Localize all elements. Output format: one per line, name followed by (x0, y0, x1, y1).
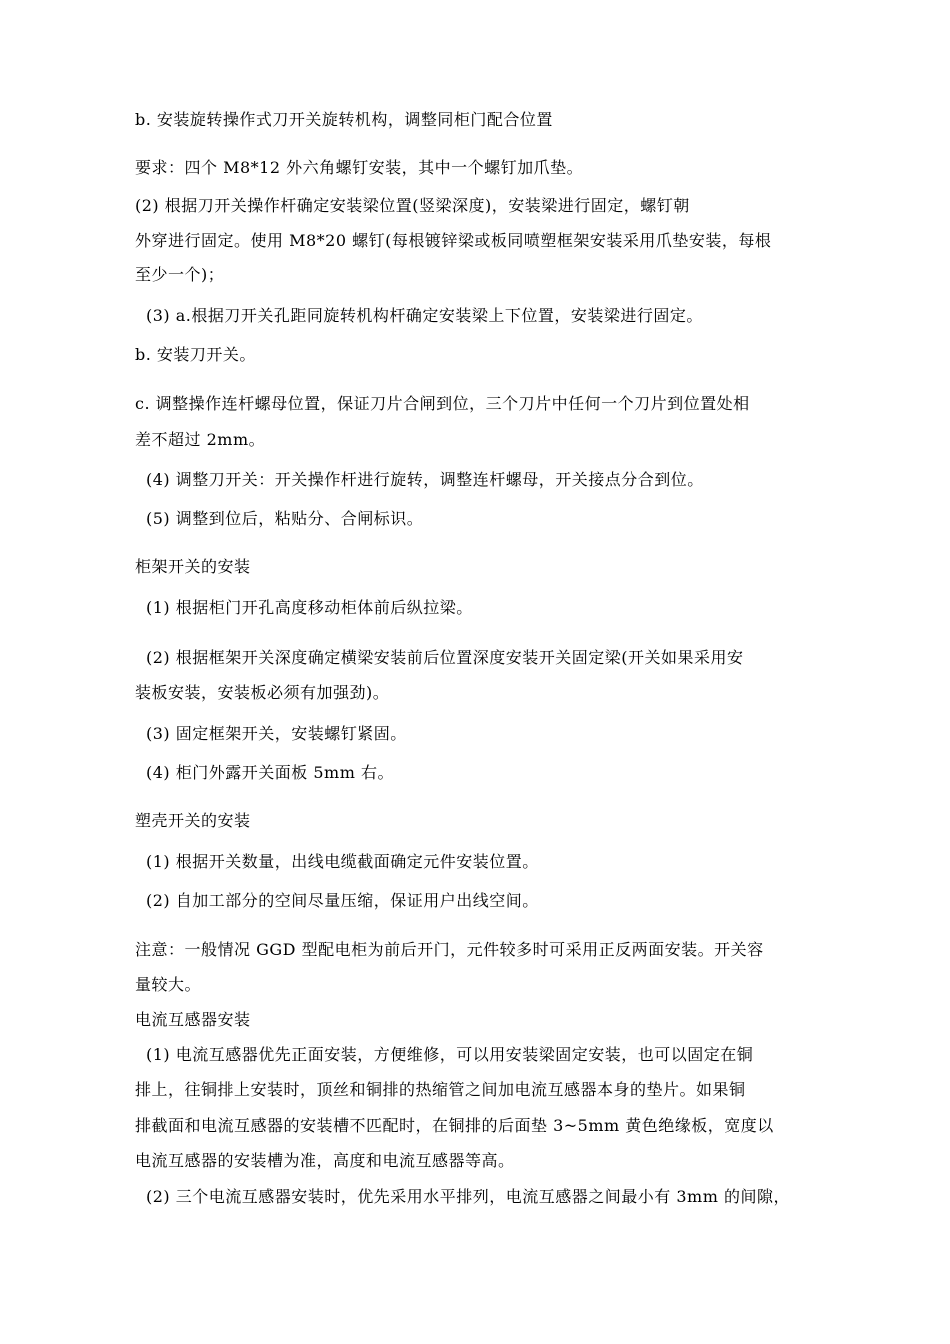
section-heading-frame-switch: 柜架开关的安装 (135, 557, 251, 576)
section-heading-current-transformer: 电流互感器安装 (135, 1010, 251, 1029)
frame-step-1: (1) 根据柜门开孔高度移动柜体前后纵拉梁。 (146, 598, 473, 617)
frame-step-3: (3) 固定框架开关，安装螺钉紧固。 (146, 724, 407, 743)
ct-step-1-line-3: 排截面和电流互感器的安装槽不匹配时，在铜排的后面垫 3~5mm 黄色绝缘板，宽度以 (135, 1116, 774, 1135)
step-3b: b. 安装刀开关。 (135, 345, 256, 364)
section-heading-molded-case-switch: 塑壳开关的安装 (135, 811, 251, 830)
step-2-line-1: (2) 根据刀开关操作杆确定安装梁位置(竖梁深度)，安装梁进行固定，螺钉朝 (135, 196, 690, 215)
frame-step-2-line-2: 装板安装，安装板必须有加强劲)。 (135, 683, 390, 702)
step-3c-line-2: 差不超过 2mm。 (135, 430, 266, 449)
ct-step-1-line-2: 排上，往铜排上安装时，顶丝和铜排的热缩管之间加电流互感器本身的垫片。如果铜 (135, 1080, 746, 1099)
ct-step-2-line-1: (2) 三个电流互感器安装时，优先采用水平排列，电流互感器之间最小有 3mm 的间隙， (146, 1187, 790, 1206)
ct-step-1-line-4: 电流互感器的安装槽为准，高度和电流互感器等高。 (135, 1151, 515, 1170)
molded-step-2: (2) 自加工部分的空间尽量压缩，保证用户出线空间。 (146, 891, 539, 910)
step-4: (4) 调整刀开关：开关操作杆进行旋转，调整连杆螺母，开关接点分合到位。 (146, 470, 704, 489)
step-2-line-2: 外穿进行固定。使用 M8*20 螺钉(每根镀锌梁或板同喷塑框架安装采用爪垫安装，每根 (135, 231, 772, 250)
step-2-line-3: 至少一个)； (135, 265, 225, 284)
molded-step-1: (1) 根据开关数量，出线电缆截面确定元件安装位置。 (146, 852, 539, 871)
frame-step-2-line-1: (2) 根据框架开关深度确定横梁安装前后位置深度安装开关固定梁(开关如果采用安 (146, 648, 744, 667)
step-3a: (3) a.根据刀开关孔距同旋转机构杆确定安装梁上下位置，安装梁进行固定。 (146, 306, 703, 325)
ct-step-1-line-1: (1) 电流互感器优先正面安装，方便维修，可以用安装梁固定安装，也可以固定在铜 (146, 1045, 754, 1064)
note-line-1: 注意：一般情况 GGD 型配电柜为前后开门，元件较多时可采用正反两面安装。开关容 (135, 940, 764, 959)
requirement-screws: 要求：四个 M8*12 外六角螺钉安装，其中一个螺钉加爪垫。 (135, 158, 584, 177)
step-5: (5) 调整到位后，粘贴分、合闸标识。 (146, 509, 424, 528)
frame-step-4: (4) 柜门外露开关面板 5mm 右。 (146, 763, 394, 782)
step-3c-line-1: c. 调整操作连杆螺母位置，保证刀片合闸到位，三个刀片中任何一个刀片到位置处相 (135, 394, 750, 413)
step-b-rotary-mechanism: b. 安装旋转操作式刀开关旋转机构，调整同柜门配合位置 (135, 110, 553, 129)
note-line-2: 量较大。 (135, 975, 202, 994)
